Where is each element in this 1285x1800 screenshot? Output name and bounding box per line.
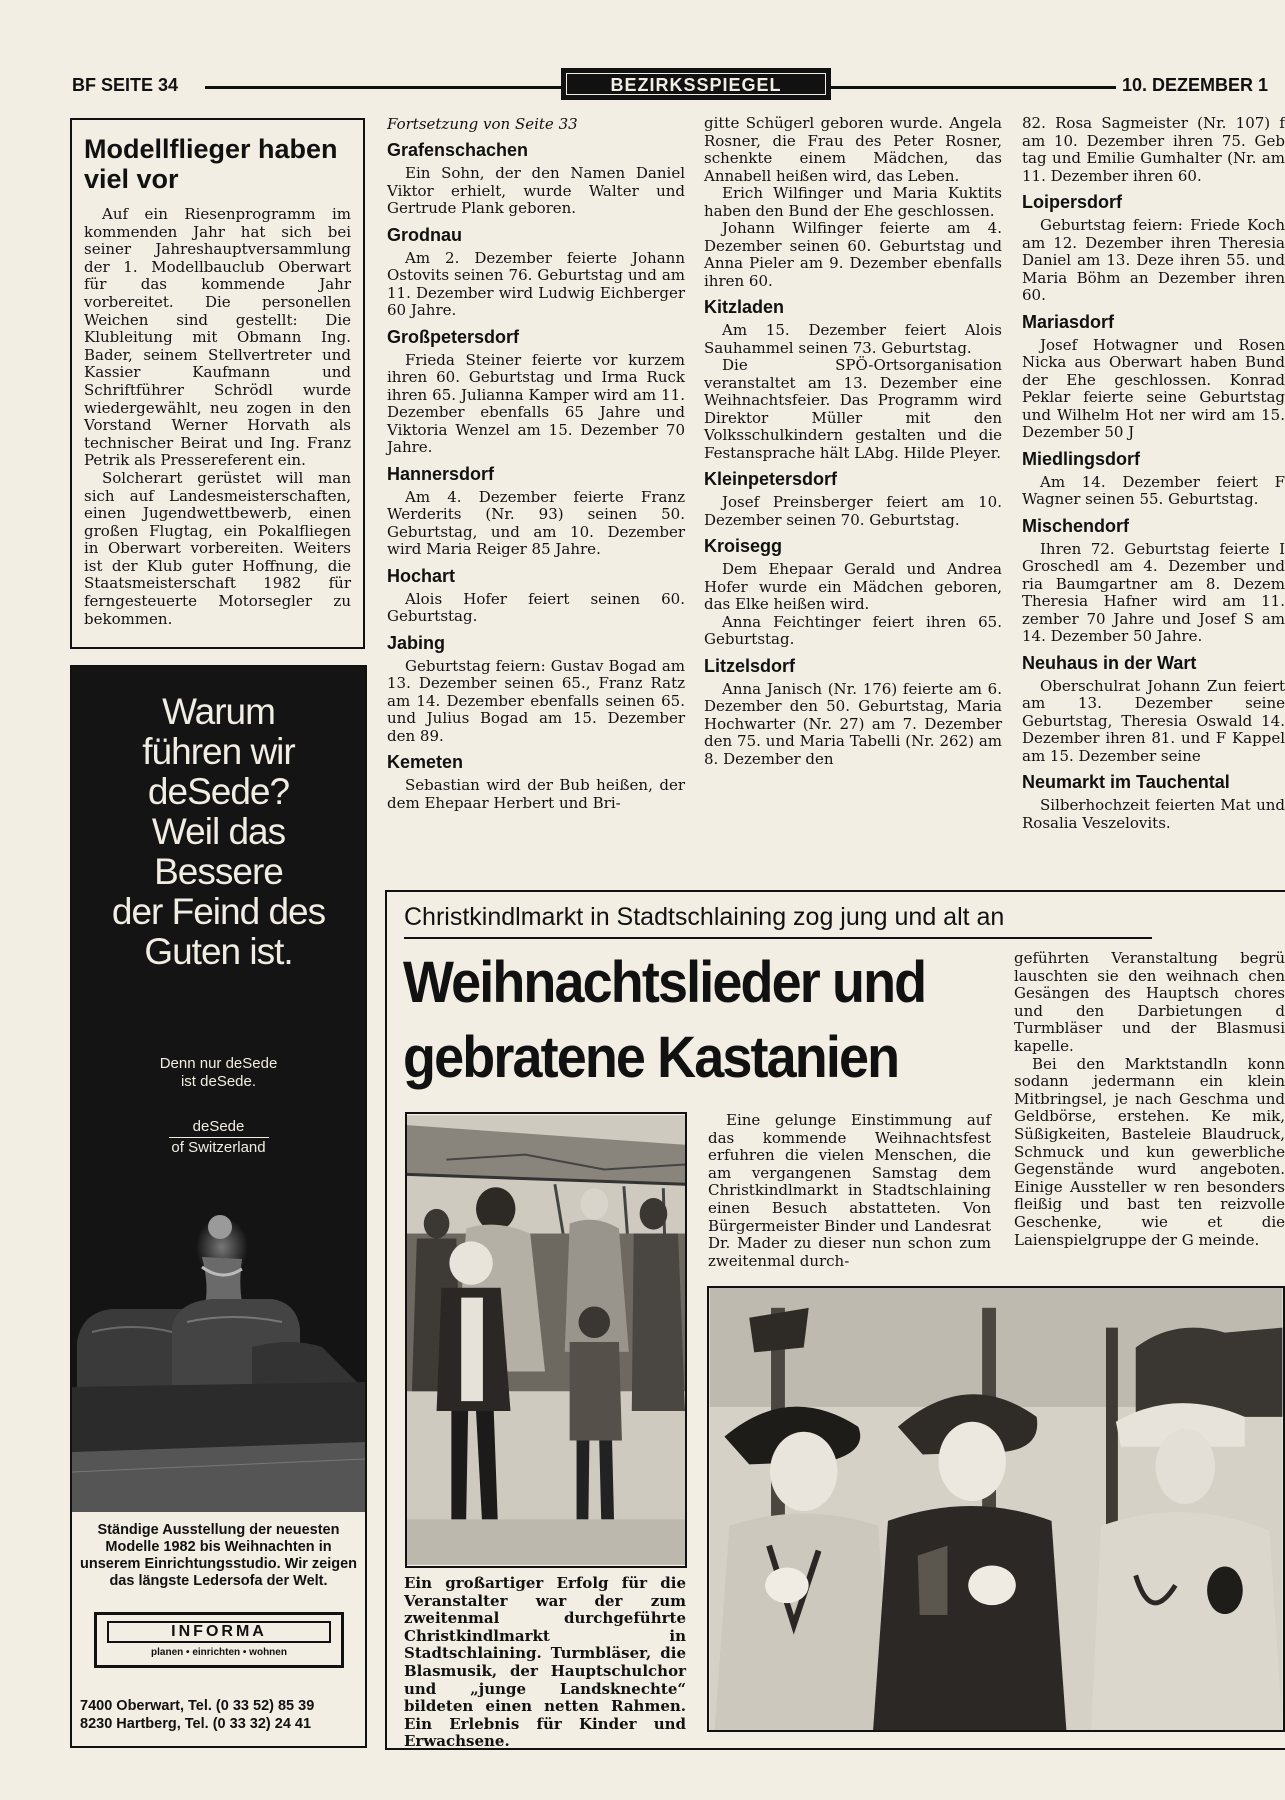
section-heading: Grafenschachen	[387, 140, 529, 160]
photo-caption: Ein großartiger Erfolg für die Veranstalter war der zum zweitenmal durchgeführte Christkindlmarkt in Stadtschlaining. Turmbläser, die Blasmusik, der Hauptschulchor und „junge Landsknechte“ bildeten einen netten Rahmen. Ein Erlebnis für Kinder und Erwachsene.	[404, 1574, 686, 1751]
kicker-underline	[404, 937, 1152, 939]
section-text: Am 15. Dezember feiert Alois Sauhammel seinen 73. Geburtstag.	[704, 321, 1002, 357]
continuation-note: Fortsetzung von Seite 33	[387, 115, 578, 133]
section-text: Geburtstag feiern: Friede Koch am 12. Dezember ihren Theresia Daniel am 13. Deze ihren 55. und Maria Böhm an Dezember ihren 60.	[1022, 216, 1285, 304]
headline-line: gebratene Kastanien	[403, 1025, 899, 1090]
ad-headline-line: führen wir	[142, 731, 295, 772]
section-heading: Hannersdorf	[387, 463, 495, 484]
logo-wordmark: INFORMA	[107, 1621, 331, 1643]
section-heading: Großpetersdorf	[387, 326, 520, 347]
article-body-column-1	[708, 1112, 991, 1270]
ad-headline-line: Warum	[162, 691, 275, 732]
article-kicker: Christkindlmarkt in Stadtschlaining zog jung und alt an	[404, 903, 1005, 931]
ad-subline-line: Denn nur deSede	[159, 1055, 278, 1072]
ad-headline-line: Weil das	[151, 811, 286, 852]
section-badge	[561, 68, 831, 100]
section-heading: Neumarkt im Tauchental	[1022, 772, 1230, 792]
section-text: Josef Preinsberger feiert am 10. Dezember seinen 70. Geburtstag.	[704, 493, 1002, 529]
ad-headline	[72, 692, 365, 972]
desede-advertisement	[70, 665, 367, 1748]
section-text: Alois Hofer feiert seinen 60. Geburtstag.	[387, 589, 685, 625]
section-text: Erich Wilfinger und Maria Kuktits haben den Bund der Ehe geschlossen.	[704, 184, 1002, 220]
section-heading: Kleinpetersdorf	[704, 469, 838, 489]
news-column-3	[1022, 115, 1285, 877]
ad-subline	[72, 1055, 365, 1091]
section-text: Josef Hotwagner und Rosen Nicka aus Oberwart haben Bund der Ehe geschlossen. Konrad Peklar feierte seine Geburtstag und Wilhelm Hot ner wird am 15. Dezember 50 J	[1022, 335, 1285, 441]
section-text: Die SPÖ-Ortsorganisation veranstaltet am 13. Dezember eine Weihnachtsfeier. Das Programm wird Direktor Müller mit den Volksschulkindern gestalten und die Festansprache hält LAbg. Hilde Pleyer.	[704, 356, 1002, 462]
article-title: Modellflieger haben viel vor	[84, 134, 338, 194]
section-heading: Jabing	[387, 632, 446, 653]
logo-tagline: planen • einrichten • wohnen	[151, 1647, 287, 1658]
section-text: Anna Feichtinger feiert ihren 65. Geburtstag.	[704, 612, 1002, 648]
section-text: Sebastian wird der Bub heißen, der dem Ehepaar Herbert und Bri-	[387, 776, 685, 812]
article-paragraph: Eine gelunge Einstimmung auf das kommende Weihnachtsfest erfuhren die vielen Menschen, die am vergangenen Samstag dem Christkindlmarkt in Stadtschlaining einen Besuch abstatteten. Von Bürgermeister Binder und Landesrat Dr. Mader zu dieser nun schon zum zweitenmal durch-	[708, 1111, 991, 1270]
section-heading: Grodnau	[387, 224, 462, 245]
landsknechte-photo	[707, 1286, 1285, 1732]
section-text: gitte Schügerl geboren wurde. Angela Rosner, die Frau des Peter Rosner, schenkte einem Mädchen, das Annabell heißen wird, das Leben.	[704, 114, 1002, 185]
address-line: 8230 Hartberg, Tel. (0 33 32) 24 41	[80, 1716, 312, 1732]
article-paragraph: geführten Veranstaltung begrü lauschten sie den weihnach chen Gesängen des Hauptsch chores und den Darbietungen d Turmbläser und der Blasmusi kapelle.	[1014, 950, 1285, 1055]
section-text: Frieda Steiner feierte vor kurzem ihren 60. Geburtstag und Irma Ruck ihren 65. Julianna Kamper wird am 11. Dezember ebenfalls 65 Jahre und Viktoria Wenzel am 15. Dezember 70 Jahre.	[387, 350, 685, 456]
article-paragraph: Auf ein Riesenprogramm im kommenden Jahr hat sich bei seiner Jahreshauptversammlung der 1. Modellbauclub Oberwart für das kommende Jahr vorbereitet. Die personellen Weichen sind gestellt: Die Klubleitung mit Obmann Ing. Bader, seinem Stellvertreter und Kassier Kaufmann und Schriftführer Schrödl wurde wiedergewählt, neu zogen in den Vorstand Werner Horvath als technischer Beirat und Ing. Franz Petrik als Pressereferent ein.	[84, 205, 351, 470]
section-text: Am 2. Dezember feierte Johann Ostovits seinen 76. Geburtstag und am 11. Dezember wird Ludwig Eichberger 60 Jahre.	[387, 248, 685, 319]
section-heading: Hochart	[387, 565, 456, 586]
section-text: Am 4. Dezember feierte Franz Werderits (Nr. 93) seinen 50. Geburtstag, und am 10. Dezember wird Maria Reiger 85 Jahre.	[387, 487, 685, 558]
issue-date: 10. DEZEMBER 1	[1122, 75, 1269, 95]
page-number: BF SEITE 34	[72, 75, 179, 95]
section-text: Ein Sohn, der den Namen Daniel Viktor erhielt, wurde Walter und Gertrude Plank geboren.	[387, 164, 685, 217]
section-heading: Neuhaus in der Wart	[1022, 652, 1197, 673]
ad-brand-tagline: of Switzerland	[171, 1139, 266, 1156]
section-heading: Miedlingsdorf	[1022, 448, 1140, 469]
ad-address	[80, 1697, 360, 1733]
section-text: Johann Wilfinger feierte am 4. Dezember seinen 60. Geburtstag und Anna Pieler am 9. Dezember ebenfalls ihren 60.	[704, 219, 1002, 290]
header-rule-right	[831, 86, 1116, 89]
section-heading: Loipersdorf	[1022, 192, 1123, 212]
ad-brand	[72, 1117, 365, 1158]
article-paragraph: Bei den Marktstandln konn sodann jedermann ein klein Mitbringsel, je nach Geschma und Geldbörse, erstehen. Ke mik, Süßigkeiten, Basteleie Blaudruck, Schmuck und kun gewerbliche Gegenstände wurd angeboten. Einige Aussteller w ren besonders fleißig und bast ten reizvolle Geschenke, wie et die Laienspielgruppe der G meinde.	[1014, 1054, 1285, 1249]
header-rule-left	[205, 86, 561, 89]
section-text: Anna Janisch (Nr. 176) feierte am 6. Dezember den 50. Geburtstag, Maria Hochwarter (Nr. 27) am 7. Dezember den 75. und Maria Tabelli (Nr. 262) am 8. Dezember den	[704, 679, 1002, 768]
section-text: Geburtstag feiern: Gustav Bogad am 13. Dezember seinen 65., Franz Ratz am 14. Dezember ebenfalls seinen 65. und Julius Bogad am 15. Dezember den 89.	[387, 656, 685, 745]
section-heading: Kemeten	[387, 752, 464, 772]
sofa-sculpture-photo	[72, 1187, 365, 1512]
ad-brand-name: deSede	[169, 1117, 269, 1138]
market-crowd-photo	[405, 1112, 687, 1568]
section-text: Dem Ehepaar Gerald und Andrea Hofer wurde ein Mädchen geboren, das Elke heißen wird.	[704, 560, 1002, 613]
article-paragraph: Solcherart gerüstet will man sich auf Landesmeisterschaften, einen Jugendwettbewerb, einen großen Flugtag, ein Pokalfliegen in Oberwart vorbereiten. Weiters ist der Klub guter Hoffnung, die Staatsmeisterschaft 1982 für ferngesteuerte Motorsegler zu bekommen.	[84, 468, 351, 628]
ad-headline-line: der Feind des	[111, 891, 326, 932]
section-text: Oberschulrat Johann Zun feiert am 13. Dezember seine Geburtstag, Theresia Oswald 14. Dezember ihren 81. und F Kappel am 15. Dezember seine	[1022, 676, 1285, 765]
ad-subline-line: ist deSede.	[180, 1073, 257, 1090]
ad-body-text: Ständige Ausstellung der neuesten Modelle 1982 bis Weihnachten in unserem Einrichtungsstudio. Wir zeigen das längste Ledersofa der Welt.	[80, 1522, 358, 1589]
headline-line: Weihnachtslieder und	[403, 950, 926, 1015]
section-heading: Kroisegg	[704, 536, 783, 556]
section-heading: Mariasdorf	[1022, 311, 1115, 332]
section-title: BEZIRKSSPIEGEL	[566, 73, 826, 95]
ad-dark-panel	[72, 667, 365, 1512]
ad-headline-line: Bessere	[154, 851, 283, 892]
news-column-2	[704, 115, 1002, 768]
article-headline	[403, 945, 961, 1095]
news-column-1	[387, 115, 685, 812]
modellflieger-article	[70, 118, 365, 649]
informa-logo	[94, 1612, 344, 1668]
address-line: 7400 Oberwart, Tel. (0 33 52) 85 39	[80, 1698, 315, 1714]
section-text: Am 14. Dezember feiert F Wagner seinen 55. Geburtstag.	[1022, 472, 1285, 508]
section-text: Ihren 72. Geburtstag feierte I Groschedl am 4. Dezember und ria Baumgartner am 8. Dezem Theresia Hafner wird am 11. zember 70 Jahre und Josef S am 14. Dezember 50 Jahre.	[1022, 539, 1285, 645]
article-body-column-2	[1014, 950, 1285, 1249]
section-heading: Mischendorf	[1022, 515, 1130, 536]
section-heading: Litzelsdorf	[704, 655, 796, 676]
ad-headline-line: Guten ist.	[144, 931, 293, 972]
ad-headline-line: deSede?	[147, 771, 290, 812]
section-heading: Kitzladen	[704, 297, 785, 317]
section-text: Silberhochzeit feierten Mat und Rosalia Veszelovits.	[1022, 796, 1285, 832]
section-text: 82. Rosa Sagmeister (Nr. 107) f am 10. Dezember ihren 75. Geb tag und Emilie Gumhalter (Nr. am 11. Dezember ihren 60.	[1022, 115, 1285, 185]
